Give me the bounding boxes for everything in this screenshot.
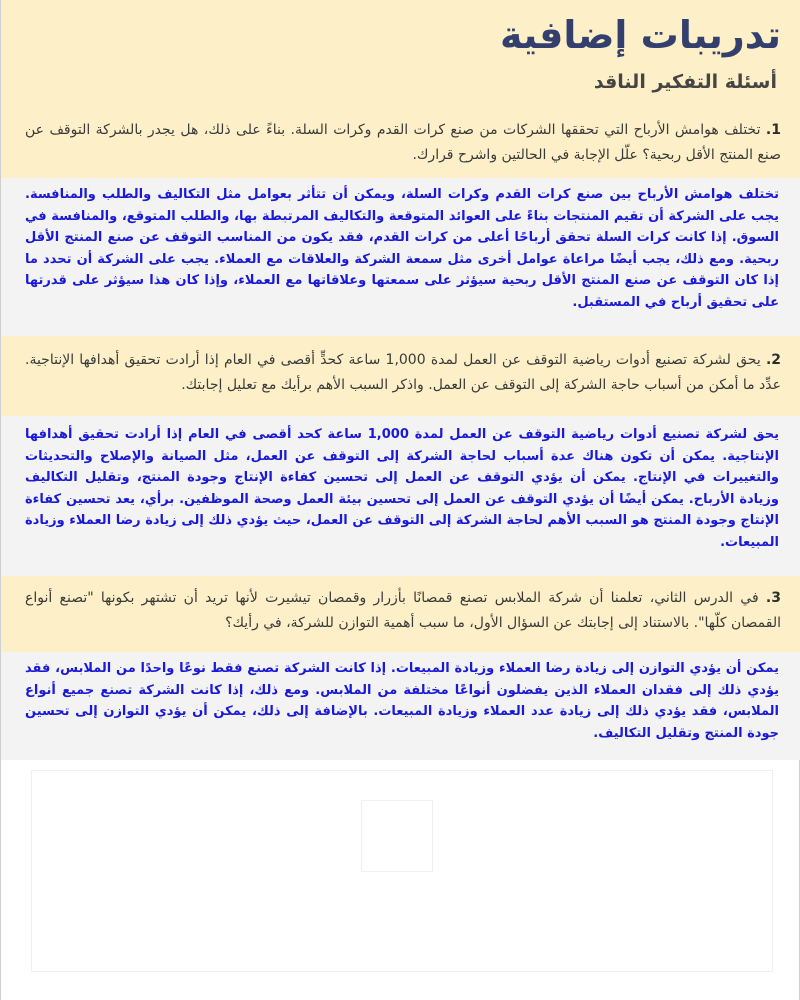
- question-number: 2.: [765, 352, 782, 368]
- question-number: 3.: [765, 590, 781, 606]
- answer-2: [1, 416, 800, 576]
- page-title: تدريبات إضافية: [499, 13, 781, 57]
- question-1: [1, 112, 800, 178]
- question-text: تختلف هوامش الأرباح التي تحققها الشركات من صنع كرات القدم وكرات السلة. بناءً على ذلك، هل يجدر بالشركة التوقف عن صنع المنتج الأقل ربحية؟ علّل الإجابة في الحالتين واشرح قرارك.: [25, 122, 781, 163]
- question-text: يحق لشركة تصنيع أدوات رياضية التوقف عن العمل لمدة 1,000 ساعة كحدٍّ أقصى في العام إذا أرادت تحقيق أهدافها الإنتاجية. عدِّد ما أمكن من أسباب حاجة الشركة إلى التوقف عن العمل. واذكر السبب الأهم برأيك مع تعليل إجابتك.: [25, 352, 781, 393]
- question-number: 1.: [765, 122, 781, 138]
- question-3: [1, 576, 800, 652]
- question-text: في الدرس الثاني، تعلمنا أن شركة الملابس تصنع قمصانًا بأزرار وقمصان تيشيرت لأنها تريد أن تشتهر بكونها "تصنع أنواع القمصان كلّها". بالاستناد إلى إجابتك عن السؤال الأول، ما سبب أهمية التوازن للشركة، في رأيك؟: [25, 590, 781, 631]
- faint-qr-placeholder: [361, 800, 433, 872]
- question-2: [1, 336, 800, 416]
- worksheet-header: [1, 0, 800, 112]
- answer-text: تختلف هوامش الأرباح بين صنع كرات القدم وكرات السلة، ويمكن أن تتأثر بعوامل مثل التكاليف والطلب والمنافسة. يجب على الشركة أن تقيم المنتجات بناءً على العوائد المتوقعة والتكاليف المرتبطة بها، والطلب المتوقع، والمنافسة في السوق. إذا كانت كرات السلة تحقق أرباحًا أعلى من كرات القدم، فقد يكون من المناسب التوقف عن صنع المنتج الأقل ربحية. ومع ذلك، يجب أيضًا مراعاة عوامل أخرى مثل سمعة الشركة والعلاقات مع العملاء. يجب على الشركة أن تحدد ما إذا كان التوقف عن صنع المنتج الأقل ربحية سيؤثر على سمعتها وعلاقاتها مع العملاء، وإذا كان هذا سيؤثر على قدرتها على تحقيق أرباح في المستقبل.: [25, 187, 779, 310]
- section-subtitle: أسئلة التفكير الناقد: [593, 71, 777, 93]
- answer-3: [1, 652, 800, 760]
- answer-1: [1, 178, 800, 336]
- answer-text: يمكن أن يؤدي التوازن إلى زيادة رضا العملاء وزيادة المبيعات. إذا كانت الشركة تصنع فقط نوعًا واحدًا من الملابس، فقد يؤدي ذلك إلى فقدان العملاء الذين يفضلون أنواعًا مختلفة من الملابس. ومع ذلك، إذا كانت الشركة تصنع جميع أنواع الملابس، فقد يؤدي ذلك إلى زيادة عدد العملاء وزيادة المبيعات. بالإضافة إلى ذلك، يمكن أن يؤدي التوازن إلى تحسين جودة المنتج وتقليل التكاليف.: [25, 661, 779, 741]
- answer-text: يحق لشركة تصنيع أدوات رياضية التوقف عن العمل لمدة 1,000 ساعة كحد أقصى في العام إذا أرادت تحقيق أهدافها الإنتاجية. يمكن أن تكون هناك عدة أسباب لحاجة الشركة إلى التوقف عن العمل، مثل الصيانة والإصلاح والتحديثات والتغييرات في الإنتاج. يمكن أن يؤدي التوقف عن العمل إلى تحسين كفاءة الإنتاج وجودة المنتج، وتقليل التكاليف وزيادة الأرباح. يمكن أيضًا أن يؤدي التوقف عن العمل إلى تحسين بيئة العمل وصحة الموظفين. برأي، يعد تحسين كفاءة الإنتاج وجودة المنتج هو السبب الأهم لحاجة الشركة إلى التوقف عن العمل، حيث يؤدي ذلك إلى زيادة رضا العملاء وزيادة المبيعات.: [25, 427, 779, 550]
